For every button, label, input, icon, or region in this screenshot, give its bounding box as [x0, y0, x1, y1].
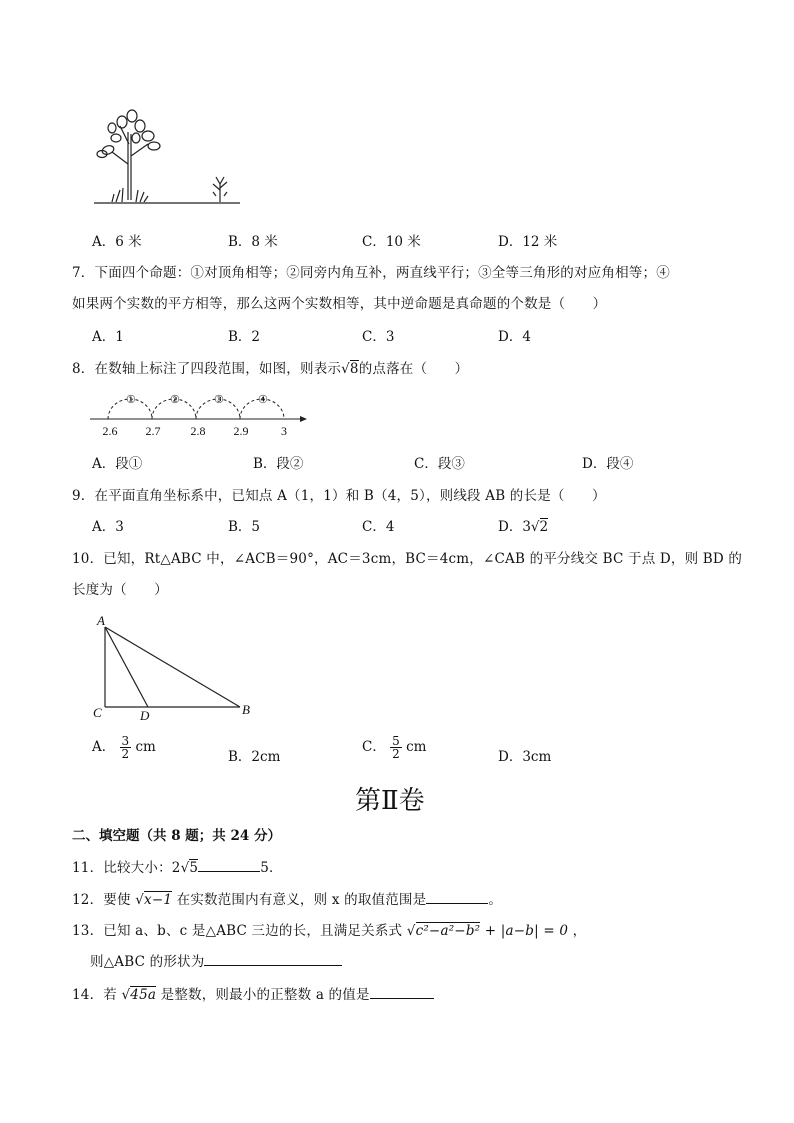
q8-option-c[interactable]: C．段③ [414, 456, 465, 472]
q7-option-a[interactable]: A．1 [92, 329, 124, 345]
q8-question [72, 357, 468, 377]
q10-option-c-numerator: 5 [392, 734, 400, 748]
q9-option-a[interactable]: A．3 [92, 519, 124, 535]
q12-question [72, 888, 502, 908]
q10-option-c-unit: cm [406, 739, 427, 755]
q10-option-a-denominator: 2 [121, 747, 130, 761]
tick-label-2-8: 2.8 [190, 424, 206, 438]
q10-option-c-fraction [390, 735, 402, 760]
q11-answer-blank[interactable] [198, 857, 260, 872]
tick-label-3: 3 [281, 424, 287, 438]
point-d-label: D [140, 708, 150, 723]
q14-question [72, 983, 434, 1003]
q11-question [72, 856, 283, 876]
q10-option-c-prefix: C． [362, 739, 386, 755]
q12-answer-blank[interactable] [426, 889, 488, 904]
side-ab [105, 627, 240, 707]
vertex-a-label: A [97, 613, 105, 628]
q6-option-b[interactable]: B．8 米 [228, 234, 278, 250]
q10-option-c-denominator: 2 [392, 747, 400, 761]
q10-option-a-unit: cm [135, 739, 156, 755]
q10-line1: 10．已知，Rt△ABC 中，∠ACB＝90°，AC＝3cm，BC＝4cm，∠CAB 的平分线交 BC 于点 D，则 BD 的 [72, 551, 743, 567]
q10-option-a-numerator: 3 [121, 734, 130, 748]
q11-suffix: 5． [260, 860, 283, 876]
q10-option-c[interactable] [362, 735, 426, 760]
q13-sqrt-symbol: √ [406, 923, 416, 939]
q7-option-d[interactable]: D．4 [498, 329, 531, 345]
q11-prefix: 11．比较大小：2 [72, 860, 181, 876]
q9-option-d-radicand: 2 [539, 519, 549, 535]
segment-label-3: ③ [214, 394, 224, 406]
section2-heading: 二、填空题（共 8 题；共 24 分） [72, 828, 281, 844]
q9-option-d[interactable] [498, 515, 548, 535]
q11-sqrt-symbol: √ [180, 860, 190, 876]
q10-line2: 长度为（ ） [72, 582, 168, 598]
q10-option-d[interactable]: D．3cm [498, 749, 552, 765]
q10-option-b[interactable]: B．2cm [228, 749, 281, 765]
q13-line2 [90, 950, 342, 970]
q12-radicand: x−1 [144, 892, 173, 908]
q8-option-d[interactable]: D．段④ [582, 456, 634, 472]
q8-text-a: 8．在数轴上标注了四段范围，如图，则表示 [72, 361, 342, 377]
q12-sqrt-symbol: √ [135, 892, 144, 908]
q12-end: 。 [488, 892, 503, 908]
q13-tail: ， [572, 923, 587, 939]
q12-suffix: 在实数范围内有意义，则 x 的取值范围是 [176, 892, 427, 908]
tick-label-2-7: 2.7 [145, 424, 161, 438]
q7-option-c[interactable]: C．3 [362, 329, 395, 345]
tree-figure [92, 104, 242, 206]
q9-sqrt-symbol: √ [530, 519, 540, 535]
q6-option-a[interactable]: A．6 米 [92, 234, 142, 250]
q13-prefix: 13．已知 a、b、c 是△ABC 三边的长，且满足关系式 [72, 923, 403, 939]
q11-radicand: 5 [189, 860, 199, 876]
q8-text-b: 的点落在（ ） [358, 361, 469, 377]
q8-option-b[interactable]: B．段② [253, 456, 304, 472]
number-line-arrow [300, 416, 307, 422]
q9-option-b[interactable]: B．5 [228, 519, 261, 535]
tick-label-2-6: 2.6 [102, 424, 118, 438]
segment-label-1: ① [126, 394, 136, 406]
q14-prefix: 14．若 [72, 987, 117, 1003]
q14-sqrt-symbol: √ [121, 987, 131, 1003]
q13-radicand: c²−a²−b² [415, 923, 481, 939]
q8-option-a[interactable]: A．段① [92, 456, 143, 472]
q6-option-d[interactable]: D．12 米 [498, 234, 558, 250]
q10-option-a-fraction [120, 735, 132, 760]
q13-line1 [72, 919, 586, 939]
q13-answer-blank[interactable] [204, 951, 342, 966]
segment-label-4: ④ [258, 394, 268, 406]
q7-option-b[interactable]: B．2 [228, 329, 261, 345]
q10-option-a-prefix: A． [92, 739, 116, 755]
q14-suffix: 是整数，则最小的正整数 a 的值是 [160, 987, 370, 1003]
q7-line2: 如果两个实数的平方相等，那么这两个实数相等，其中逆命题是真命题的个数是（ ） [72, 296, 607, 312]
q13-formula-rest: + |a−b| = 0 [484, 923, 569, 939]
q9-option-d-prefix: D．3 [498, 519, 531, 535]
q14-radicand: 45a [130, 987, 157, 1003]
vertex-b-label: B [242, 702, 250, 717]
q8-sqrt-symbol: √ [341, 361, 350, 377]
q9-question: 9．在平面直角坐标系中，已知点 A（1，1）和 B（4，5），则线段 AB 的长是（ ） [72, 488, 606, 504]
segment-label-2: ② [170, 394, 180, 406]
q9-option-c[interactable]: C．4 [362, 519, 395, 535]
number-line-figure [88, 386, 308, 438]
bisector-ad [105, 627, 148, 707]
q13-line2-text: 则△ABC 的形状为 [90, 954, 205, 970]
triangle-figure [90, 612, 260, 724]
q6-option-c[interactable]: C．10 米 [362, 234, 421, 250]
q7-line1: 7．下面四个命题：①对顶角相等；②同旁内角互补，两直线平行；③全等三角形的对应角相等；④ [72, 265, 670, 281]
part2-title: 第Ⅱ卷 [355, 786, 425, 816]
tick-label-2-9: 2.9 [233, 424, 249, 438]
q10-option-a[interactable] [92, 735, 156, 760]
q12-prefix: 12．要使 [72, 892, 131, 908]
vertex-c-label: C [93, 705, 102, 720]
q8-radicand: 8 [349, 361, 359, 377]
q14-answer-blank[interactable] [370, 984, 434, 999]
